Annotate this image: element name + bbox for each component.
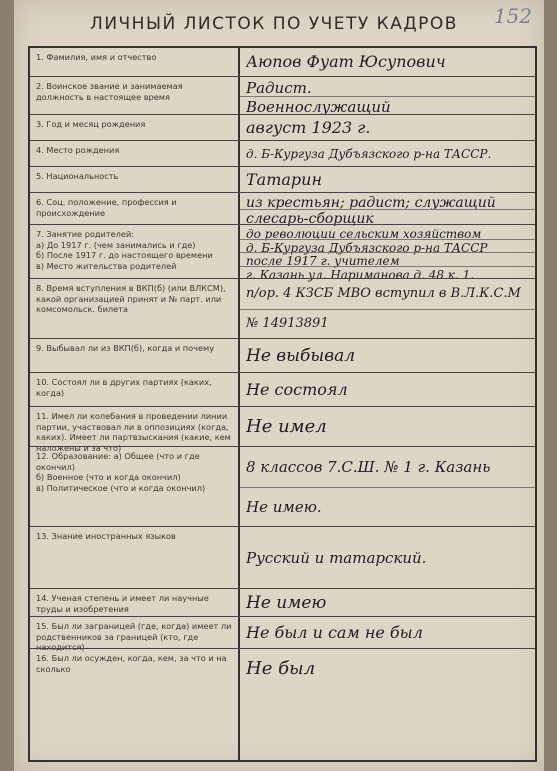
answer-rule-line — [240, 96, 535, 97]
field-value: Не состоял — [246, 380, 348, 400]
field-label: 5. Национальность — [36, 171, 119, 181]
form-row — [30, 406, 535, 453]
field-value: д. Б-Кургуза Дубъязского р-на ТАССР — [246, 240, 488, 255]
field-label: 10. Состоял ли в других партиях (каких, когда) — [36, 377, 212, 398]
answer-rule-line — [240, 487, 535, 488]
form-row — [30, 648, 535, 689]
field-label: 2. Воинское звание и занимаемая должность в настоящее время — [36, 81, 183, 102]
field-value: после 1917 г. учителем — [246, 254, 400, 268]
form-row — [30, 114, 535, 141]
form-row — [30, 192, 535, 225]
field-value: Радист. — [246, 79, 312, 97]
answer-rule-line — [240, 239, 535, 240]
field-value: до революции сельским хозяйством — [246, 227, 482, 241]
field-label: 12. Образование: а) Общее (что и где окончил) б) Военное (что и когда окончил) в) Политическое (что и когда окончил) — [36, 451, 206, 493]
field-label: 14. Ученая степень и имеет ли научные труды и изобретения — [36, 593, 209, 614]
field-label: 1. Фамилия, имя и отчество — [36, 52, 157, 62]
field-value: г. Казань ул. Нариманова д. 48 к. 1. — [246, 267, 475, 282]
form-table — [28, 46, 537, 762]
form-row — [30, 616, 535, 652]
field-value: Не был — [246, 658, 316, 680]
answer-rule-line — [240, 309, 535, 310]
form-row — [30, 372, 535, 407]
field-value: Татарин — [246, 170, 323, 190]
form-row — [30, 338, 535, 373]
field-value: Не имею — [246, 592, 327, 613]
field-label: 15. Был ли заграницей (где, когда) имеет ли родственников за границей (кто, где находится) — [36, 621, 232, 652]
answer-rule-line — [240, 266, 535, 267]
corner-number: 152 — [493, 4, 532, 28]
field-value: Русский и татарский. — [246, 549, 427, 567]
field-value: Не имею. — [246, 498, 322, 516]
field-label: 3. Год и месяц рождения — [36, 119, 146, 129]
field-value: № 14913891 — [246, 316, 329, 332]
field-value: из крестьян; радист; служащий — [246, 195, 496, 211]
field-label: 9. Выбывал ли из ВКП(б), когда и почему — [36, 343, 215, 353]
form-row — [30, 76, 535, 115]
field-label: 13. Знание иностранных языков — [36, 531, 176, 541]
document-page — [14, 0, 544, 771]
form-row — [30, 278, 535, 339]
field-value: Аюпов Фуат Юсупович — [246, 52, 446, 72]
form-title: ЛИЧНЫЙ ЛИСТОК ПО УЧЕТУ КАДРОВ — [90, 14, 458, 34]
field-label: 8. Время вступления в ВКП(б) (или ВЛКСМ), какой организацией принят и № парт. или комсомольск. билета — [36, 283, 226, 314]
field-label: 4. Место рождения — [36, 145, 120, 155]
form-row — [30, 166, 535, 193]
field-value: Не был и сам не был — [246, 623, 423, 643]
field-label: 11. Имел ли колебания в проведении линии партии, участвовал ли в оппозициях (когда, каких). Имеет ли партвзыскания (какие, кем наложены и за что) — [36, 411, 231, 453]
field-value: Не имел — [246, 416, 327, 438]
field-value: Военнослужащий — [246, 98, 391, 116]
field-value: п/ор. 4 КЗСБ МВО вступил в В.Л.К.С.М — [246, 286, 521, 302]
field-value: 8 классов 7.С.Ш. № 1 г. Казань — [246, 458, 491, 476]
answer-rule-line — [240, 252, 535, 253]
field-value: д. Б-Кургуза Дубъязского р-на ТАССР. — [246, 146, 492, 161]
field-label: 6. Соц. положение, профессия и происхождение — [36, 197, 177, 218]
field-label: 7. Занятие родителей: а) До 1917 г. (чем занимались и где) б) После 1917 г. до настоящего времени в) Место жительства родителей — [36, 229, 213, 271]
form-row — [30, 48, 535, 76]
field-value: Не выбывал — [246, 345, 356, 366]
form-row — [30, 446, 535, 527]
form-row — [30, 526, 535, 589]
form-row — [30, 588, 535, 617]
form-row — [30, 140, 535, 167]
answer-rule-line — [240, 209, 535, 210]
field-value: август 1923 г. — [246, 118, 371, 138]
field-label: 16. Был ли осужден, когда, кем, за что и на сколько — [36, 653, 227, 674]
form-row — [30, 224, 535, 282]
field-value: слесарь-сборщик — [246, 211, 374, 227]
